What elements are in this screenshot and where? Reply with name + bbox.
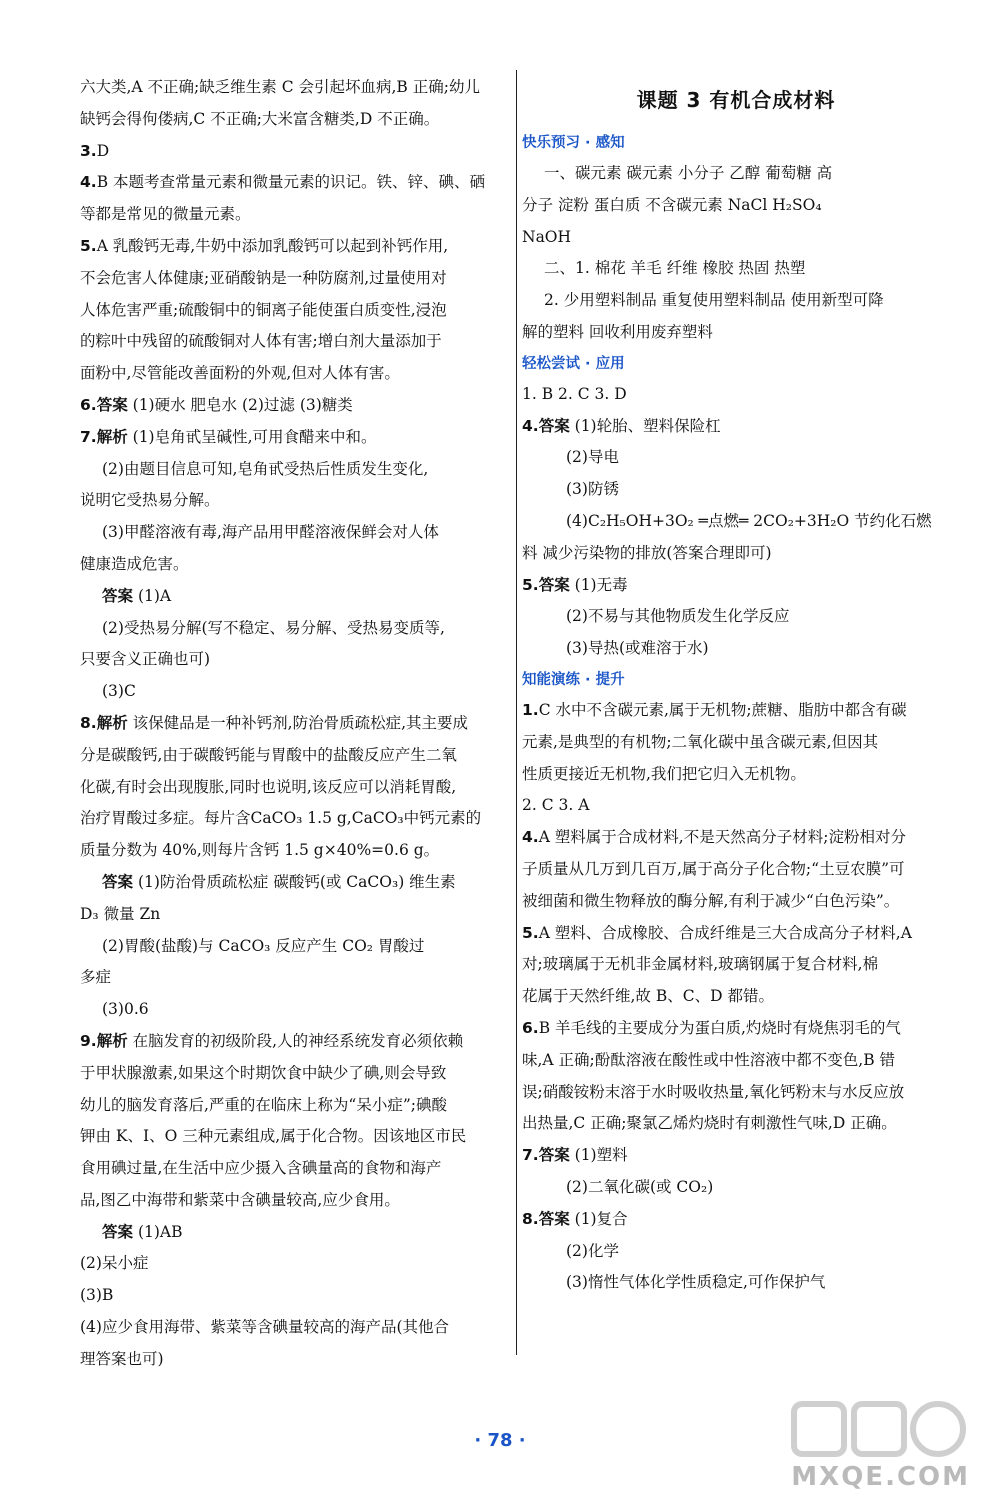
text-line: (3)惰性气体化学性质稳定,可作保护气 <box>566 1273 826 1292</box>
section-heading: 快乐预习 · 感知 <box>522 135 625 151</box>
text-line: 理答案也可) <box>80 1349 164 1368</box>
line-text: (1)塑料 <box>574 1146 628 1165</box>
question-number: 6. <box>522 1018 539 1037</box>
keyword-label: 答案 <box>538 416 570 435</box>
text-line: 等都是常见的微量元素。 <box>80 205 251 224</box>
line-text: (1)无毒 <box>574 575 628 594</box>
answer-line <box>522 918 950 950</box>
question-number: 8. <box>80 713 97 732</box>
keyword-label: 解析 <box>96 1031 128 1050</box>
text-line: (4)应少食用海带、紫菜等含碘量较高的海产品(其他合 <box>80 1318 450 1337</box>
text-line: 品,图乙中海带和紫菜中含碘量较高,应少食用。 <box>80 1190 400 1209</box>
line-text: 该保健品是一种补钙剂,防治骨质疏松症,其主要成 <box>132 713 468 732</box>
line-text: C 水中不含碳元素,属于无机物;蔗糖、脂肪中都含有碳 <box>538 700 907 719</box>
line-text: (1)轮胎、塑料保险杠 <box>574 416 721 435</box>
answer-line <box>522 1204 950 1236</box>
text-line: 说明它受热易分解。 <box>80 491 220 510</box>
column-divider <box>516 70 517 1355</box>
text-line: 分子 淀粉 蛋白质 不含碳元素 NaCl H₂SO₄ <box>522 195 822 214</box>
text-line: (2)不易与其他物质发生化学反应 <box>566 607 790 626</box>
section-heading: 知能演练 · 提升 <box>522 671 625 688</box>
answer-line <box>522 1013 950 1045</box>
line-text: (1)硬水 肥皂水 (2)过滤 (3)糖类 <box>132 395 353 414</box>
text-line: 多症 <box>80 968 112 987</box>
answer-line <box>80 167 510 199</box>
text-line: 治疗胃酸过多症。每片含CaCO₃ 1.5 g,CaCO₃中钙元素的 <box>80 809 482 828</box>
text-line: (3)0.6 <box>102 1000 149 1019</box>
answer-line <box>522 822 950 854</box>
answer-line <box>80 1026 510 1058</box>
question-number: 4. <box>522 416 539 435</box>
text-line: 分是碳酸钙,由于碳酸钙能与胃酸中的盐酸反应产生二氧 <box>80 745 457 764</box>
keyword-label: 答案 <box>102 1222 134 1241</box>
answer-line <box>80 231 510 263</box>
answer-line <box>522 411 950 443</box>
line-text: (1)防治骨质疏松症 碳酸钙(或 CaCO₃) 维生素 <box>137 872 456 891</box>
section-title: 课题 3 有机合成材料 <box>636 88 836 112</box>
question-number: 8. <box>522 1209 539 1228</box>
text-line: 化碳,有时会出现腹胀,同时也说明,该反应可以消耗胃酸, <box>80 777 457 796</box>
question-number: 4. <box>522 828 539 847</box>
question-number: 5. <box>80 236 97 255</box>
text-line: (3)导热(或难溶于水) <box>566 639 709 658</box>
line-text: B 羊毛线的主要成分为蛋白质,灼烧时有烧焦羽毛的气 <box>538 1018 901 1037</box>
text-line: 的粽叶中残留的硫酸铜对人体有害;增白剂大量添加于 <box>80 332 442 351</box>
text-line: (2)呆小症 <box>80 1254 149 1273</box>
text-line: (3)甲醛溶液有毒,海产品用甲醛溶液保鲜会对人体 <box>102 523 439 542</box>
section-heading: 轻松尝试 · 应用 <box>522 355 625 372</box>
answer-line <box>80 708 510 740</box>
text-line: (2)由题目信息可知,皂角甙受热后性质发生变化, <box>102 459 429 478</box>
text-line: (2)胃酸(盐酸)与 CaCO₃ 反应产生 CO₂ 胃酸过 <box>102 936 425 955</box>
left-column <box>80 72 510 1376</box>
text-line: D₃ 微量 Zn <box>80 904 161 923</box>
text-line: (2)二氧化碳(或 CO₂) <box>566 1177 714 1196</box>
line-text: A 塑料、合成橡胶、合成纤维是三大合成高分子材料,A <box>538 923 912 942</box>
answer-line <box>522 1140 950 1172</box>
text-line: 不会危害人体健康;亚硝酸钠是一种防腐剂,过量使用对 <box>80 268 447 287</box>
text-line: 缺钙会得佝偻病,C 不正确;大米富含糖类,D 不正确。 <box>80 109 440 128</box>
line-text: (1)A <box>137 586 172 605</box>
keyword-label: 解析 <box>96 427 128 446</box>
keyword-label: 答案 <box>96 395 128 414</box>
text-line: (2)导电 <box>566 448 619 467</box>
answer-line <box>522 695 950 727</box>
keyword-label: 答案 <box>538 1209 570 1228</box>
text-line: (4)C₂H₅OH+3O₂ ═点燃═ 2CO₂+3H₂O 节约化石燃 <box>566 511 932 530</box>
text-line: (3)防锈 <box>566 480 619 499</box>
text-line: 解的塑料 回收利用废弃塑料 <box>522 322 713 341</box>
question-number: 7. <box>522 1146 539 1165</box>
text-line: 质量分数为 40%,则每片含钙 1.5 g×40%=0.6 g。 <box>80 841 440 860</box>
keyword-label: 答案 <box>102 586 134 605</box>
text-line: 性质更接近无机物,我们把它归入无机物。 <box>522 764 806 783</box>
text-line: 2. 少用塑料制品 重复使用塑料制品 使用新型可降 <box>544 291 884 310</box>
text-line: 六大类,A 不正确;缺乏维生素 C 会引起坏血病,B 正确;幼儿 <box>80 78 480 96</box>
text-line: NaOH <box>522 227 572 246</box>
answer-line <box>80 867 510 899</box>
line-text: B 本题考查常量元素和微量元素的识记。铁、锌、碘、硒 <box>96 173 486 192</box>
question-number: 9. <box>80 1031 97 1050</box>
line-text: D <box>96 141 110 160</box>
keyword-label: 答案 <box>102 872 134 891</box>
right-column <box>522 72 950 1299</box>
text-line: 于甲状腺激素,如果这个时期饮食中缺少了碘,则会导致 <box>80 1063 447 1082</box>
line-text: A 塑料属于合成材料,不是天然高分子材料;淀粉相对分 <box>538 828 906 847</box>
question-number: 6. <box>80 395 97 414</box>
answer-line <box>80 581 510 613</box>
text-line: 只要含义正确也可) <box>80 650 211 669</box>
question-number: 5. <box>522 923 539 942</box>
answer-line <box>80 422 510 454</box>
text-line: 子质量从几万到几百万,属于高分子化合物;“土豆农膜”可 <box>522 859 905 878</box>
page-number: · 78 · <box>474 1430 526 1451</box>
text-line: 误;硝酸铵粉末溶于水时吸收热量,氧化钙粉末与水反应放 <box>522 1082 905 1101</box>
text-line: 2. C 3. A <box>522 796 590 815</box>
question-number: 5. <box>522 575 539 594</box>
question-number: 1. <box>522 700 539 719</box>
keyword-label: 答案 <box>538 1146 570 1165</box>
line-text: (1)皂角甙呈碱性,可用食醋来中和。 <box>132 427 377 446</box>
text-line: 1. B 2. C 3. D <box>522 384 627 403</box>
text-line: 花属于天然纤维,故 B、C、D 都错。 <box>522 987 774 1006</box>
answer-line <box>522 570 950 602</box>
line-text: 在脑发育的初级阶段,人的神经系统发育必须依赖 <box>132 1031 464 1050</box>
question-number: 7. <box>80 427 97 446</box>
text-line: 健康造成危害。 <box>80 554 189 573</box>
text-line: 出热量,C 正确;聚氯乙烯灼烧时有刺激性气味,D 正确。 <box>522 1114 897 1133</box>
line-text: (1)复合 <box>574 1209 628 1228</box>
text-line: 对;玻璃属于无机非金属材料,玻璃钢属于复合材料,棉 <box>522 955 879 974</box>
text-line: (2)化学 <box>566 1241 619 1260</box>
answer-line <box>80 136 510 168</box>
text-line: (3)B <box>80 1286 114 1305</box>
text-line: (3)C <box>102 682 136 701</box>
text-line: 味,A 正确;酚酞溶液在酸性或中性溶液中都不变色,B 错 <box>522 1050 896 1069</box>
text-line: 元素,是典型的有机物;二氧化碳中虽含碳元素,但因其 <box>522 732 879 751</box>
text-line: 面粉中,尽管能改善面粉的外观,但对人体有害。 <box>80 364 400 383</box>
answer-line <box>80 390 510 422</box>
text-line: 料 减少污染物的排放(答案合理即可) <box>522 543 772 562</box>
line-text: (1)AB <box>137 1222 183 1241</box>
text-line: 食用碘过量,在生活中应少摄入含碘量高的食物和海产 <box>80 1159 442 1178</box>
watermark-text: MXQE.COM <box>791 1462 970 1492</box>
keyword-label: 解析 <box>96 713 128 732</box>
text-line: (2)受热易分解(写不稳定、易分解、受热易变质等, <box>102 618 445 637</box>
question-number: 3. <box>80 141 97 160</box>
question-number: 4. <box>80 173 97 192</box>
text-line: 被细菌和微生物释放的酶分解,有利于减少“白色污染”。 <box>522 891 900 910</box>
keyword-label: 答案 <box>538 575 570 594</box>
text-line: 二、1. 棉花 羊毛 纤维 橡胶 热固 热塑 <box>544 259 806 278</box>
line-text: A 乳酸钙无毒,牛奶中添加乳酸钙可以起到补钙作用, <box>96 236 449 255</box>
text-line: 人体危害严重;硫酸铜中的铜离子能使蛋白质变性,浸泡 <box>80 300 447 319</box>
text-line: 幼儿的脑发育落后,严重的在临床上称为“呆小症”;碘酸 <box>80 1095 447 1114</box>
text-line: 一、碳元素 碳元素 小分子 乙醇 葡萄糖 高 <box>544 164 833 182</box>
text-line: 钾由 K、I、O 三种元素组成,属于化合物。因该地区市民 <box>80 1127 467 1146</box>
answer-line <box>80 1217 510 1249</box>
